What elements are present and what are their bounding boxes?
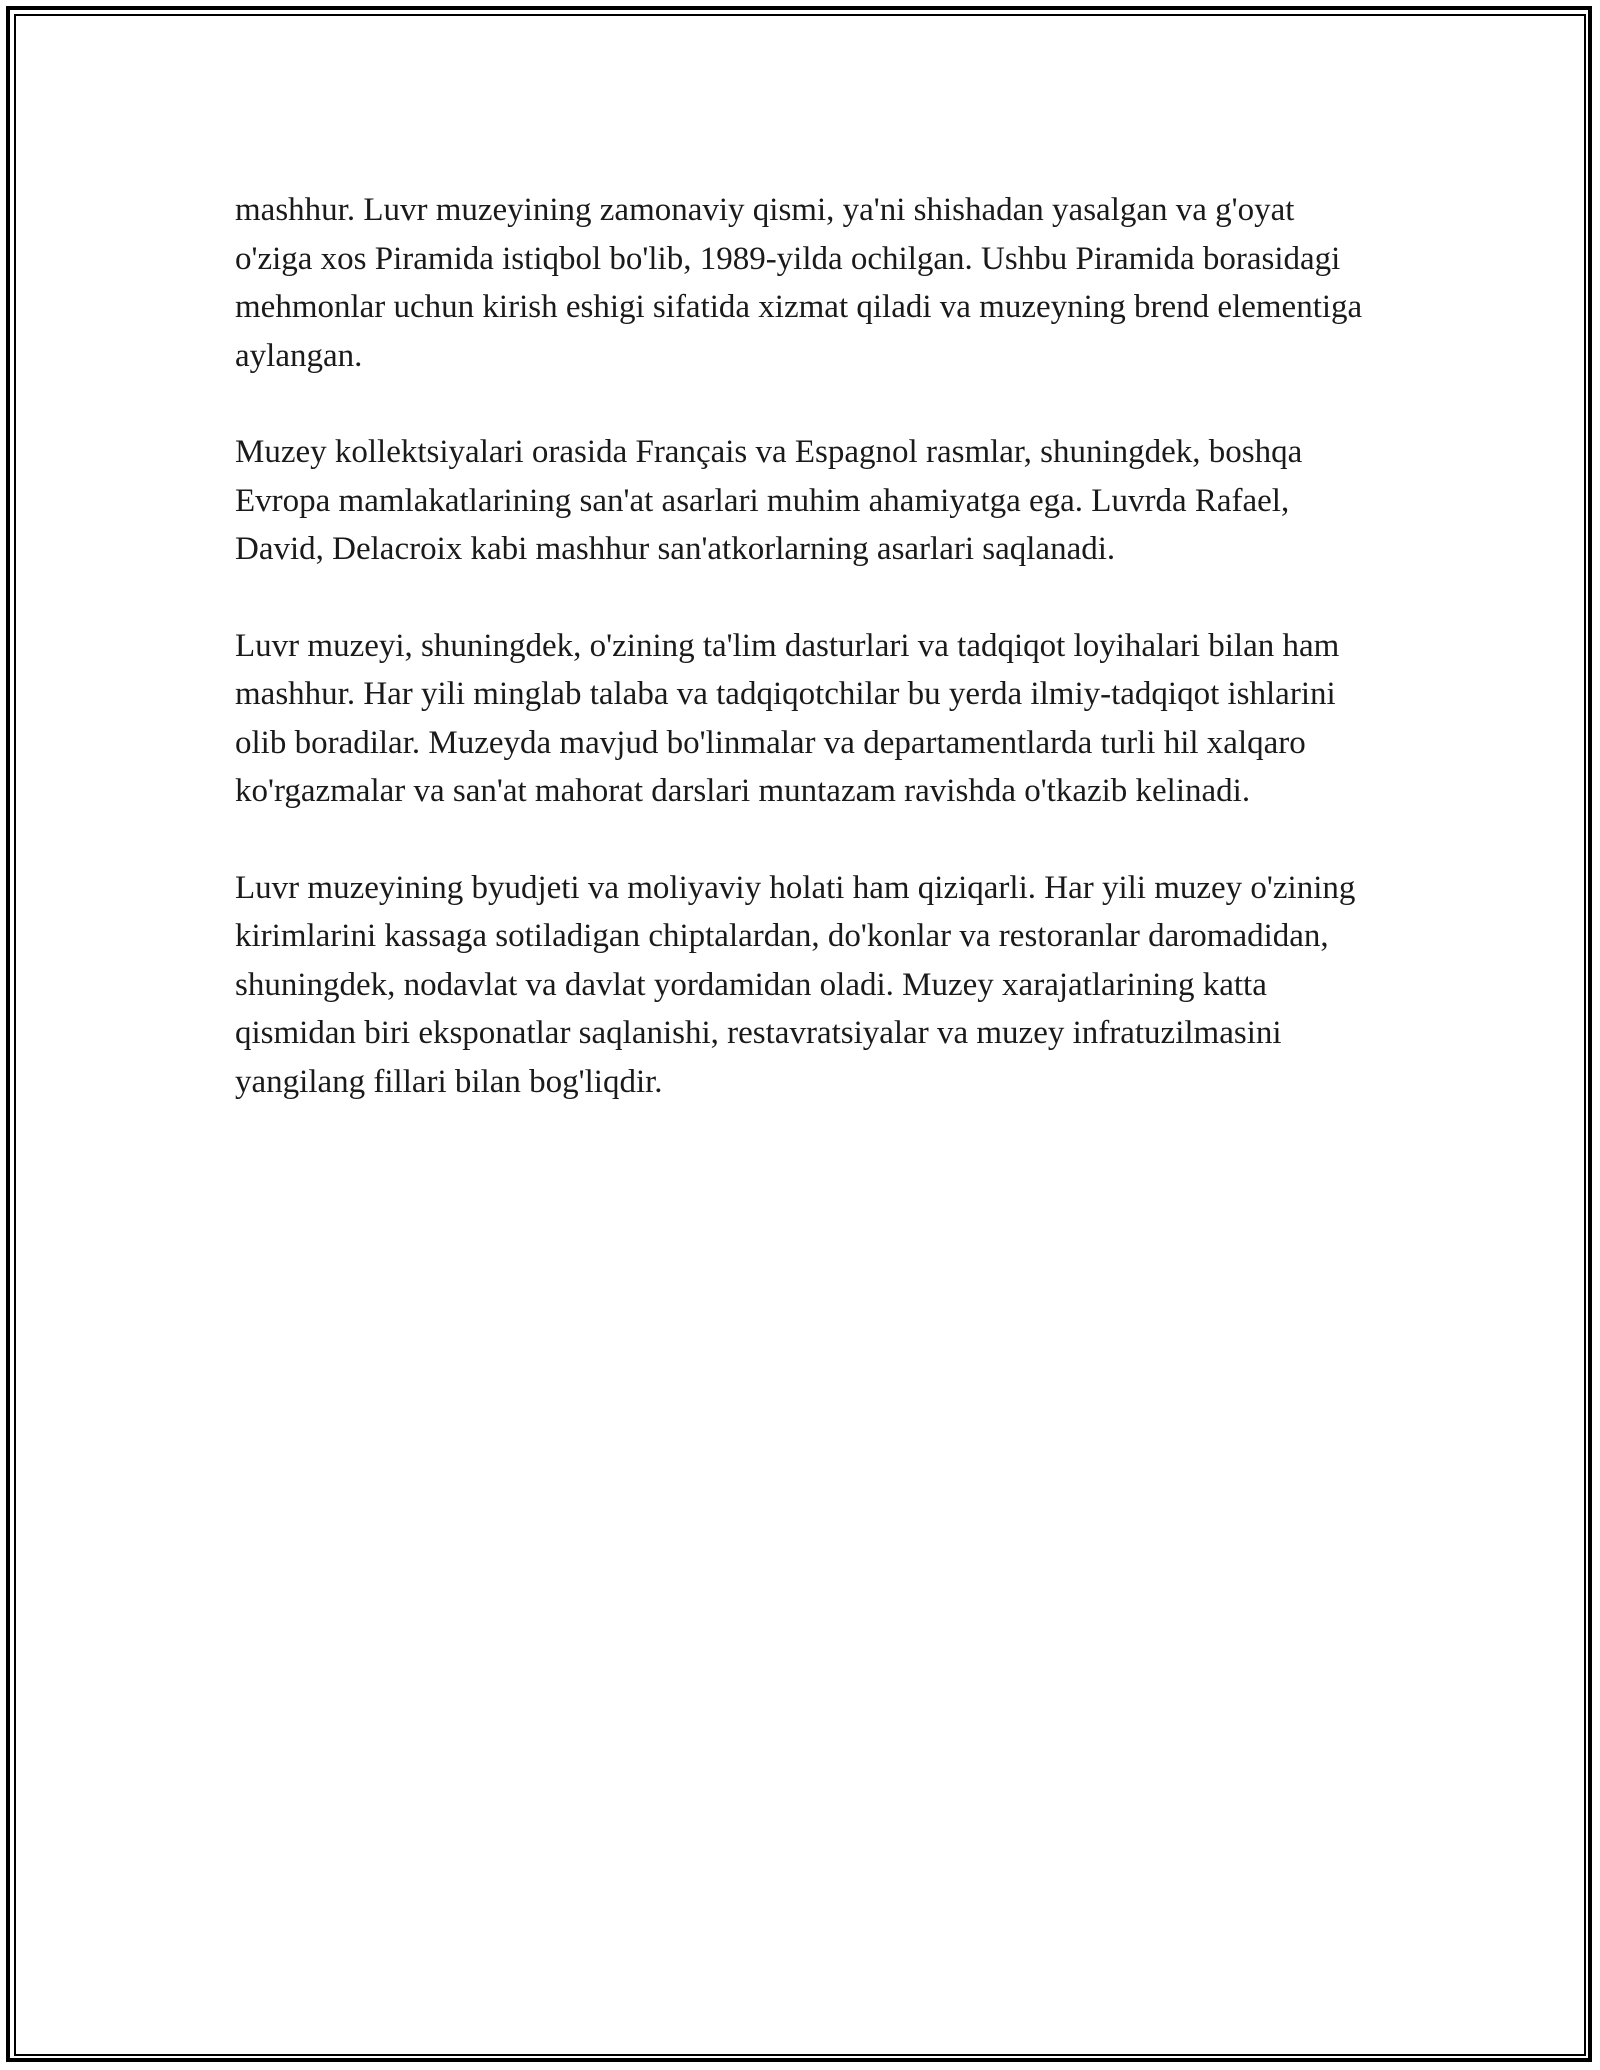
paragraph-education: Luvr muzeyi, shuningdek, o'zining ta'lim dasturlari va tadqiqot loyihalari bilan ham mashhur. Har yili minglab talaba va tadqiqotchilar bu yerda ilmiy-tadqiqot ishlarini olib boradilar. Muzeyda mavjud bo'linmalar va departamentlarda turli hil xalqaro ko'rgazmalar va san'at mahorat darslari muntazam ravishda o'tkazib kelinadi. — [235, 627, 1340, 809]
document-body — [235, 186, 1375, 1154]
paragraph-collections: Muzey kollektsiyalari orasida Français va Espagnol rasmlar, shuningdek, boshqa Evropa mamlakatlarining san'at asarlari muhim ahamiyatga ega. Luvrda Rafael, David, Delacroix kabi mashhur san'atkorlarning asarlari saqlanadi. — [235, 434, 1303, 567]
paragraph-pyramid: mashhur. Luvr muzeyining zamonaviy qismi, ya'ni shishadan yasalgan va g'oyat o'ziga xos Piramida istiqbol bo'lib, 1989-yilda ochilgan. Ushbu Piramida borasidagi mehmonlar uchun kirish eshigi sifatida xizmat qiladi va muzeyning brend elementiga aylangan. — [235, 192, 1363, 374]
paragraph-budget: Luvr muzeyining byudjeti va moliyaviy holati ham qiziqarli. Har yili muzey o'zining kirimlarini kassaga sotiladigan chiptalardan, do'konlar va restoranlar daromadidan, shuningdek, nodavlat va davlat yordamidan oladi. Muzey xarajatlarining katta qismidan biri eksponatlar saqlanishi, restavratsiyalar va muzey infratuzilmasini yangilang fillari bilan bog'liqdir. — [235, 869, 1356, 1100]
